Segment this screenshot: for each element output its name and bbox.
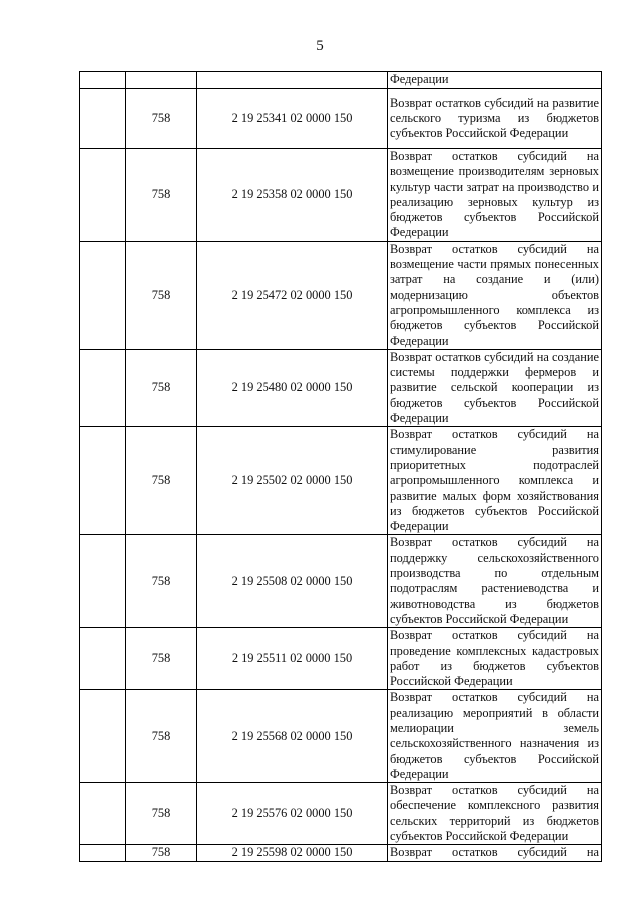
table-row [80,72,602,89]
kbk-cell: 2 19 25341 02 0000 150 [197,89,388,149]
kbk-cell: 2 19 25480 02 0000 150 [197,349,388,426]
table-row [80,349,602,426]
table-row [80,845,602,861]
kbk-cell: 2 19 25358 02 0000 150 [197,149,388,242]
description-cell: Возврат остатков субсидий на обеспечение комплексного развития сельских территорий из бюджетов субъектов Российской Федерации [388,783,602,845]
admin-code-cell: 758 [126,783,197,845]
admin-code-cell: 758 [126,628,197,690]
description-cell: Федерации [388,72,602,89]
kbk-cell: 2 19 25576 02 0000 150 [197,783,388,845]
table-row [80,628,602,690]
row-index-cell [80,241,126,349]
budget-codes-table [79,71,602,862]
admin-code-cell: 758 [126,535,197,628]
row-index-cell [80,845,126,861]
description-cell: Возврат остатков субсидий на создание системы поддержки фермеров и развитие сельской кооперации из бюджетов субъектов Российской Федерации [388,349,602,426]
row-index-cell [80,628,126,690]
description-cell: Возврат остатков субсидий на реализацию мероприятий в области мелиорации земель сельскохозяйственного назначения из бюджетов субъектов Российской Федерации [388,690,602,783]
kbk-cell: 2 19 25511 02 0000 150 [197,628,388,690]
admin-code-cell [126,72,197,89]
kbk-cell: 2 19 25502 02 0000 150 [197,427,388,535]
table-row [80,783,602,845]
admin-code-cell: 758 [126,690,197,783]
row-index-cell [80,149,126,242]
row-index-cell [80,535,126,628]
admin-code-cell: 758 [126,89,197,149]
row-index-cell [80,349,126,426]
kbk-cell [197,72,388,89]
description-cell: Возврат остатков субсидий на возмещение производителям зерновых культур части затрат на производство и реализацию зерновых культур из бюджетов субъектов Российской Федерации [388,149,602,242]
description-cell: Возврат остатков субсидий на стимулирование развития приоритетных подотраслей агропромышленного комплекса и развитие малых форм хозяйствования из бюджетов субъектов Российской Федерации [388,427,602,535]
description-cell: Возврат остатков субсидий на развитие сельского туризма из бюджетов субъектов Российской Федерации [388,89,602,149]
description-cell: Возврат остатков субсидий на [388,845,602,861]
row-index-cell [80,427,126,535]
admin-code-cell: 758 [126,149,197,242]
kbk-cell: 2 19 25508 02 0000 150 [197,535,388,628]
table-row [80,149,602,242]
kbk-cell: 2 19 25472 02 0000 150 [197,241,388,349]
admin-code-cell: 758 [126,845,197,861]
table-row [80,690,602,783]
description-cell: Возврат остатков субсидий на проведение комплексных кадастровых работ из бюджетов субъектов Российской Федерации [388,628,602,690]
table-row [80,535,602,628]
table-row [80,427,602,535]
admin-code-cell: 758 [126,427,197,535]
row-index-cell [80,690,126,783]
row-index-cell [80,783,126,845]
description-cell: Возврат остатков субсидий на возмещение части прямых понесенных затрат на создание и (или) модернизацию объектов агропромышленного комплекса из бюджетов субъектов Российской Федерации [388,241,602,349]
kbk-cell: 2 19 25598 02 0000 150 [197,845,388,861]
row-index-cell [80,72,126,89]
description-cell: Возврат остатков субсидий на поддержку сельскохозяйственного производства по отдельным подотраслям растениеводства и животноводства из бюджетов субъектов Российской Федерации [388,535,602,628]
kbk-cell: 2 19 25568 02 0000 150 [197,690,388,783]
table-row [80,89,602,149]
admin-code-cell: 758 [126,241,197,349]
row-index-cell [80,89,126,149]
admin-code-cell: 758 [126,349,197,426]
page-number: 5 [316,38,324,54]
table-row [80,241,602,349]
